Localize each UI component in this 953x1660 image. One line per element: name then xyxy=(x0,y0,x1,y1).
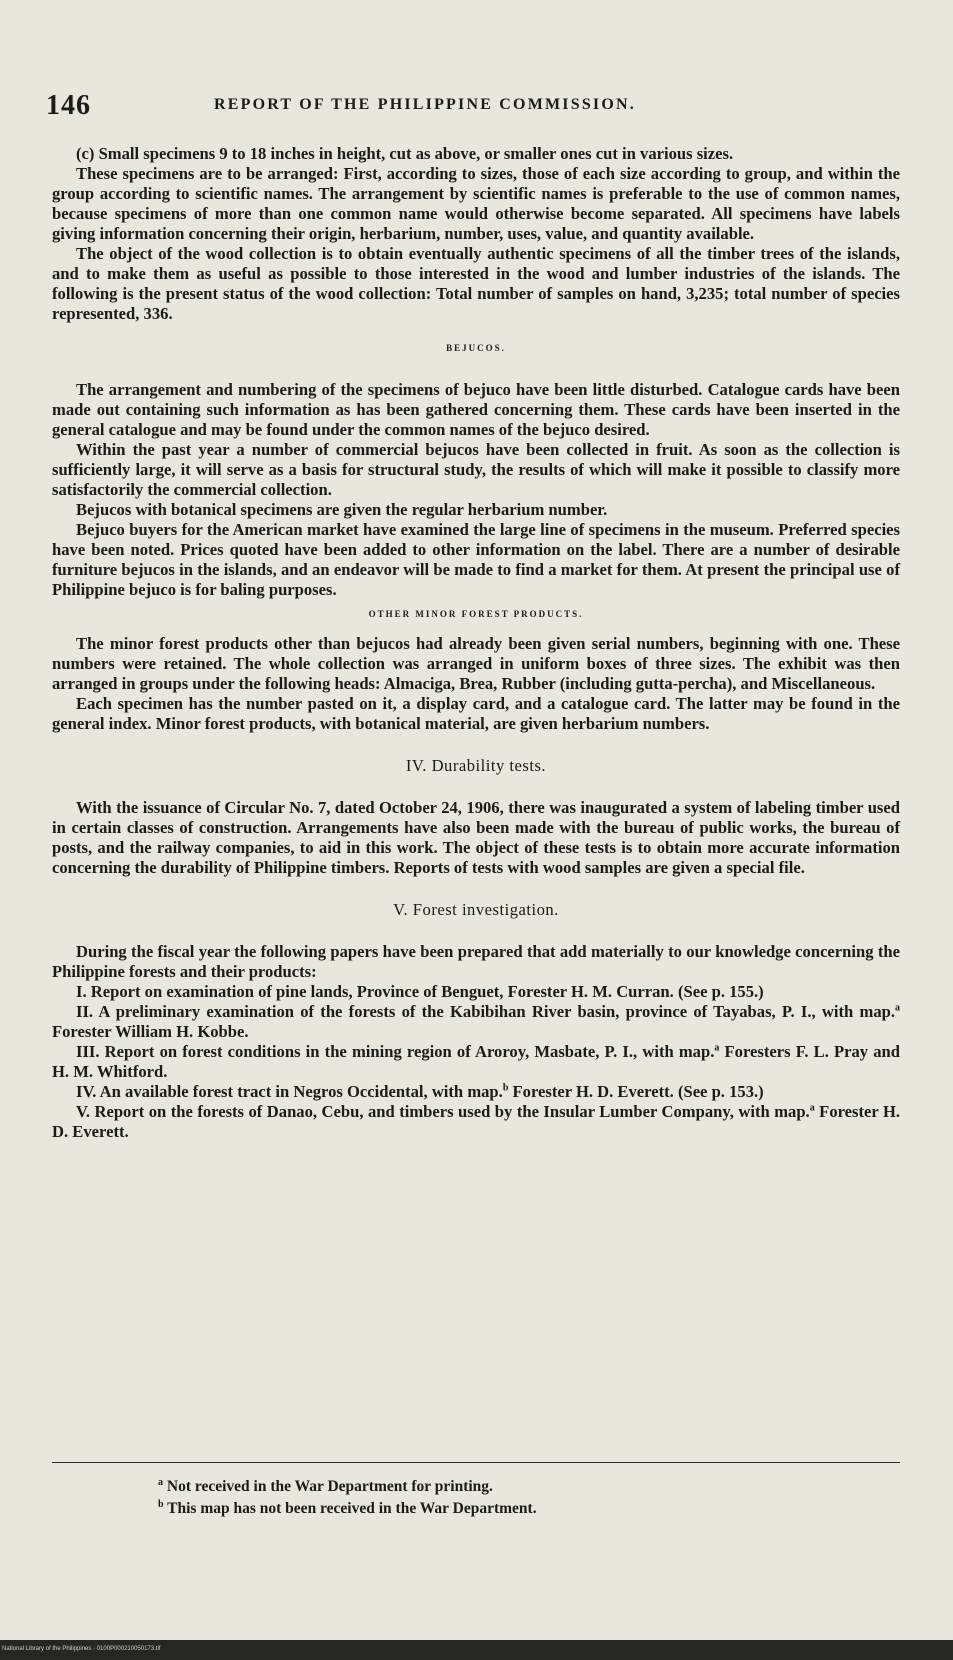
footnote-ref: b xyxy=(502,1082,509,1094)
list-item-report-1 xyxy=(52,982,900,1002)
paragraph-bejuco-buyers: Bejuco buyers for the American market have examined the large line of specimens in the museum. Preferred species have been noted. Prices quoted have been added to other information on the label. There are a number of desirable furniture bejucos in the islands, and an endeavor will be made to find a market for them. At present the principal use of Philippine bejuco is for baling purposes. xyxy=(52,520,900,599)
report-3-text: III. Report on forest conditions in the mining region of Aroroy, Masbate, P. I., with map. xyxy=(76,1042,715,1061)
list-item-report-3 xyxy=(52,1042,900,1082)
footnote-divider xyxy=(52,1462,900,1463)
paragraph-minor-specimen: Each specimen has the number pasted on it, a display card, and a catalogue card. The latter may be found in the general index. Minor forest products, with botanical material, are given herbarium numbers. xyxy=(52,694,900,733)
footnote-mark: b xyxy=(158,1498,164,1510)
report-5-text: V. Report on the forests of Danao, Cebu, and timbers used by the Insular Lumber Company, with map. xyxy=(76,1102,810,1121)
paragraph-durability: With the issuance of Circular No. 7, dated October 24, 1906, there was inaugurated a system of labeling timber used in certain classes of construction. Arrangements have also been made with the bureau of public works, the bureau of posts, and the railway companies, to aid in this work. The object of these tests is to obtain more accurate information concerning the durability of Philippine timbers. Reports of tests with wood samples are given a special file. xyxy=(52,798,900,877)
footnote-mark: a xyxy=(158,1476,163,1488)
body-text xyxy=(52,144,900,1142)
report-5-tail: Forester H. D. Everett. xyxy=(52,1102,900,1141)
heading-durability: IV. Durability tests. xyxy=(405,756,547,775)
paragraph-bejuco-arrangement: The arrangement and numbering of the specimens of bejuco have been little disturbed. Catalogue cards have been made out containing such information as has been gathered concerning them. These cards have been inserted in the general catalogue and may be found under the common names of the bejuco desired. xyxy=(52,380,900,439)
page-number: 146 xyxy=(46,90,91,121)
footnote-b xyxy=(158,1498,858,1520)
report-2-tail: Forester William H. Kobbe. xyxy=(52,1022,249,1041)
footnote-a-text: Not received in the War Department for printing. xyxy=(166,1478,493,1495)
list-item-report-5 xyxy=(52,1102,900,1142)
page-header xyxy=(46,90,906,124)
footnote-ref: a xyxy=(714,1042,720,1054)
scan-credit: National Library of the Philippines · 0100P000210050173.tif xyxy=(2,1646,161,1652)
footnote-a xyxy=(158,1476,858,1498)
report-4-text: IV. An available forest tract in Negros Occidental, with map. xyxy=(76,1082,503,1101)
paragraph-minor-serial: The minor forest products other than bejucos had already been given serial numbers, beginning with one. These numbers were retained. The whole collection was arranged in uniform boxes of three sizes. The exhibit was then arranged in groups under the following heads: Almaciga, Brea, Rubber (including gutta-percha), and Miscellaneous. xyxy=(52,634,900,693)
paragraph-arrangement: These specimens are to be arranged: First, according to sizes, those of each size according to group, and within the group according to scientific names. The arrangement by scientific names is preferable to the use of common names, because specimens of more than one common name would otherwise become separated. All specimens have labels giving information concerning their origin, herbarium, number, uses, value, and quantity available. xyxy=(52,164,900,243)
paragraph-bejuco-commercial: Within the past year a number of commercial bejucos have been collected in fruit. As soon as the collection is sufficiently large, it will serve as a basis for structural study, the results of which will make it possible to classify more satisfactorily the commercial collection. xyxy=(52,440,900,499)
report-3-tail: Foresters F. L. Pray and H. M. Whitford. xyxy=(52,1042,901,1081)
paragraph-bejuco-herbarium: Bejucos with botanical specimens are given the regular herbarium number. xyxy=(76,500,608,519)
paragraph-investigation-intro: During the fiscal year the following papers have been prepared that add materially to our knowledge concerning the Philippine forests and their products: xyxy=(52,942,900,981)
heading-investigation: V. Forest investigation. xyxy=(393,900,559,919)
paragraph-specimens-c: (c) Small specimens 9 to 18 inches in height, cut as above, or smaller ones cut in various sizes. xyxy=(76,144,734,163)
report-4-tail: Forester H. D. Everett. (See p. 153.) xyxy=(508,1082,764,1101)
running-head: REPORT OF THE PHILIPPINE COMMISSION. xyxy=(214,96,636,113)
footnote-ref: a xyxy=(895,1002,900,1014)
footnotes xyxy=(158,1476,858,1520)
list-item-report-2 xyxy=(52,1002,900,1042)
paragraph-wood-collection: The object of the wood collection is to obtain eventually authentic specimens of all the timber trees of the islands, and to make them as useful as possible to those interested in the wood and lumber industries of the islands. The following is the present status of the wood collection: Total number of samples on hand, 3,235; total number of species represented, 336. xyxy=(52,244,900,323)
list-item-report-4 xyxy=(52,1082,900,1102)
heading-bejucos: BEJUCOS. xyxy=(446,343,506,353)
footnote-b-text: This map has not been received in the War Department. xyxy=(167,1500,537,1517)
footnote-ref: a xyxy=(809,1102,815,1114)
report-1-text: I. Report on examination of pine lands, Province of Benguet, Forester H. M. Curran. (See p. 155.) xyxy=(76,982,764,1001)
report-2-text: II. A preliminary examination of the forests of the Kabibihan River basin, province of Tayabas, P. I., with map. xyxy=(76,1002,895,1021)
heading-minor-products: OTHER MINOR FOREST PRODUCTS. xyxy=(368,609,584,619)
